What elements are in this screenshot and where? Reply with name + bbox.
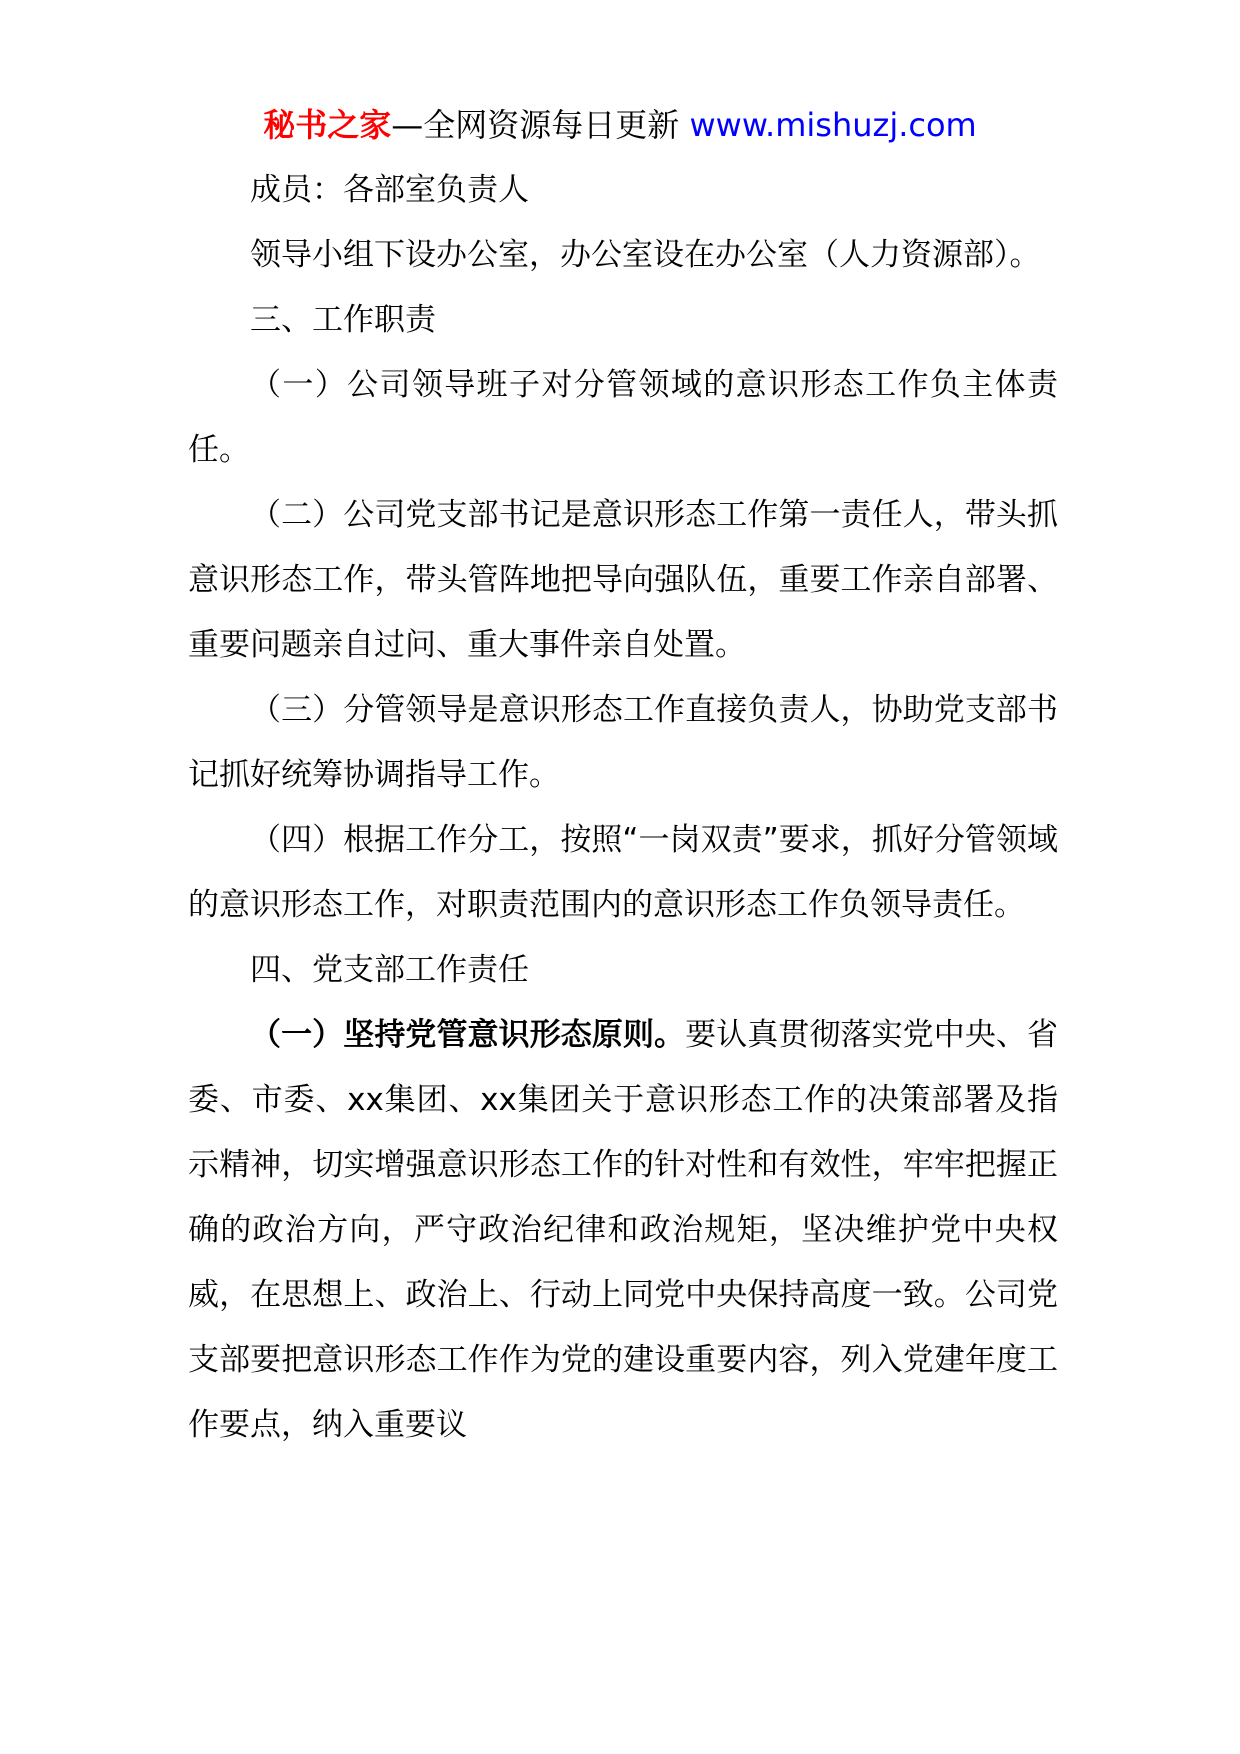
paragraph-principle bbox=[188, 1003, 1058, 1458]
paragraph-duty-4: （四）根据工作分工，按照“一岗双责”要求，抓好分管领域的意识形态工作，对职责范围内的意识形态工作负领导责任。 bbox=[188, 822, 1058, 923]
site-url-link[interactable]: www.mishuzj.com bbox=[689, 106, 977, 144]
header-slogan: —全网资源每日更新 bbox=[391, 106, 690, 144]
paragraph-principle-lead: （一）坚持党管意识形态原则。 bbox=[250, 1017, 686, 1053]
section-heading-duties: 三、工作职责 bbox=[250, 302, 436, 338]
site-header bbox=[0, 100, 1240, 150]
paragraph-duty-3: （三）分管领导是意识形态工作直接负责人，协助党支部书记抓好统筹协调指导工作。 bbox=[188, 692, 1058, 793]
paragraph-duty-1: （一）公司领导班子对分管领域的意识形态工作负主体责任。 bbox=[188, 367, 1058, 468]
document-body bbox=[188, 158, 1058, 1458]
section-heading-party-branch: 四、党支部工作责任 bbox=[250, 952, 529, 988]
paragraph-members: 成员：各部室负责人 bbox=[250, 172, 529, 208]
paragraph-principle-text: 要认真贯彻落实党中央、省委、市委、xx集团、xx集团关于意识形态工作的决策部署及指示精神，切实增强意识形态工作的针对性和有效性，牢牢把握正确的政治方向，严守政治纪律和政治规矩，坚决维护党中央权威，在思想上、政治上、行动上同党中央保持高度一致。公司党支部要把意识形态工作作为党的建设重要内容，列入党建年度工作要点，纳入重要议 bbox=[188, 1017, 1059, 1443]
paragraph-duty-2: （二）公司党支部书记是意识形态工作第一责任人，带头抓意识形态工作，带头管阵地把导向强队伍，重要工作亲自部署、重要问题亲自过问、重大事件亲自处置。 bbox=[188, 497, 1058, 663]
paragraph-office: 领导小组下设办公室，办公室设在办公室（人力资源部）。 bbox=[250, 237, 1041, 273]
brand-name: 秘书之家 bbox=[263, 106, 392, 144]
